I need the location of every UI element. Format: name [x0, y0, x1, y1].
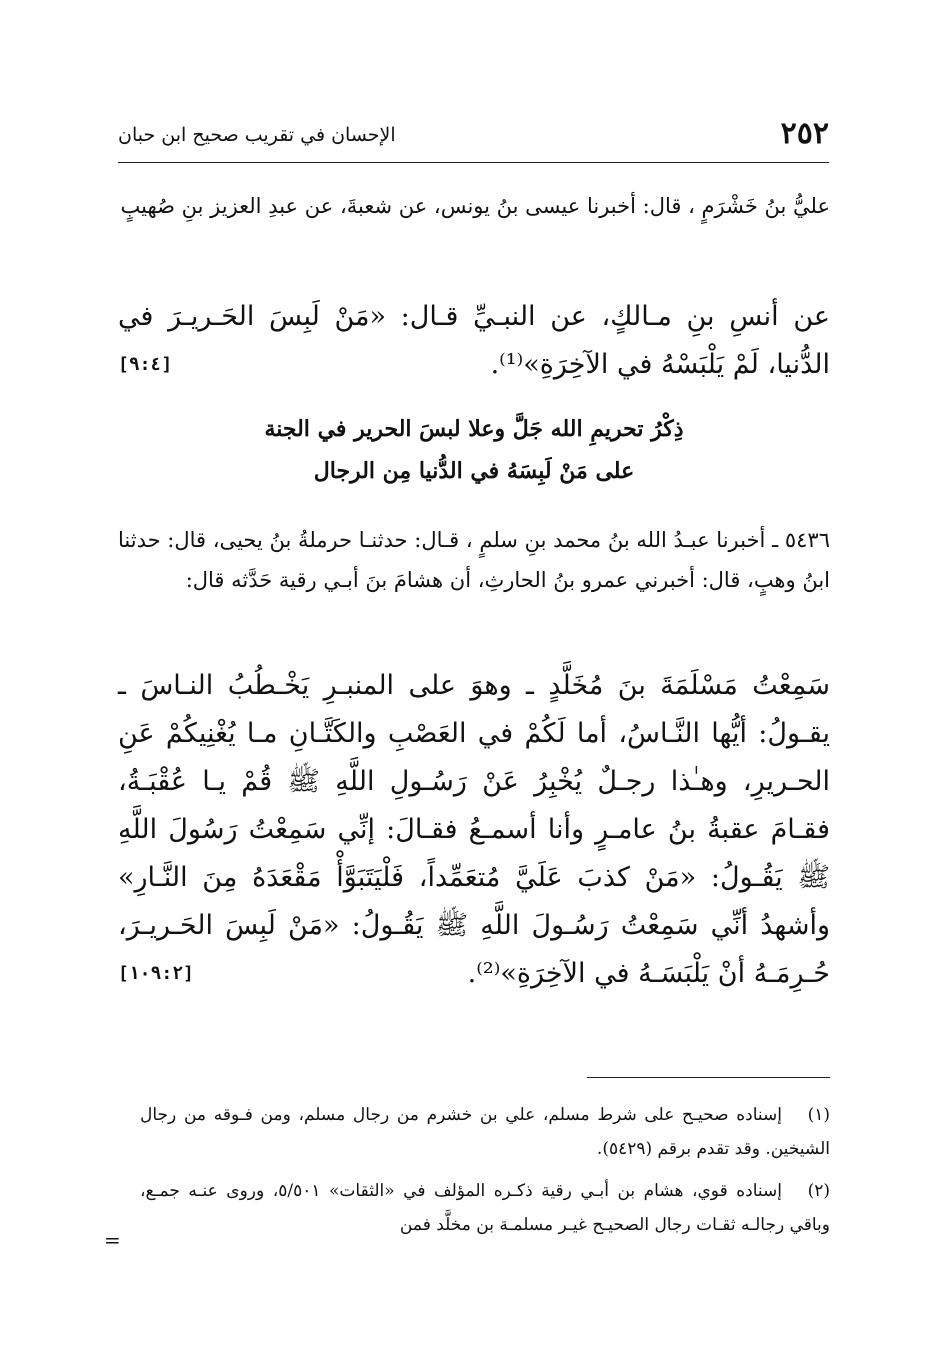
chapter-heading-line-1: ذِكْرُ تحريمِ الله جَلَّ وعلا لبسَ الحرير في الجنة: [264, 416, 684, 442]
hadith-2-body: سَمِعْتُ مَسْلَمَةَ بنَ مُخَلَّدٍ ـ وهوَ على المنبـرِ يَخْـطُبُ النـاسَ ـ يقـولُ: أيُّها النَّـاسُ، أما لَكُمْ في العَصْبِ والكَتَّـانِ مـا يُغْنِيكُمْ عَنِ الحـريرِ، وهـٰذا رجـلٌ يُخْبِرُ عَنْ رَسُـولِ اللَّهِ ﷺ قُمْ يـا عُقْبَـةُ، فقـامَ عقبةُ بنُ عامـرٍ وأنا أسمـعُ فقـالَ: إنِّي سَمِعْتُ رَسُولَ اللَّهِ ﷺ يَقُـولُ: «مَنْ كذبَ عَلَيَّ مُتعَمِّداً، فَلْيَتَبَوَّأْ مَقْعَدَهُ مِنَ النَّـارِ» وأشهدُ أنِّي سَمِعْتُ رَسُـولَ اللَّهِ ﷺ يَقُـولُ: «مَنْ لَبِسَ الحَـريـرَ، حُـرِمَـهُ أنْ يَلْبَسَـهُ في الآخِرَةِ»⁽²⁾.: [118, 670, 830, 989]
page-number: ٢٥٢: [780, 116, 829, 151]
footnote-2: [140, 1174, 830, 1242]
page-header: [118, 110, 829, 163]
running-title: الإحسان في تقريب صحيح ابن حبان: [118, 124, 396, 146]
footnote-1-marker: (١): [807, 1105, 830, 1125]
continuation-mark: =: [104, 1228, 121, 1252]
hadith-1-text: [118, 293, 830, 389]
footnote-divider: [587, 1077, 830, 1078]
hadith-1-chain: عليُّ بنُ خَشْرَمٍ ، قال: أخبرنا عيسى بنُ يونس، عن شعبةَ، عن عبدِ العزيز بنِ صُهيبٍ: [120, 194, 830, 218]
hadith-1-body: عن أنسِ بنِ مـالكٍ، عن النبـيِّ قـال: «مَنْ لَبِسَ الحَـريـرَ في الدُّنيا، لَمْ يَلْبَسْهُ في الآخِرَةِ»⁽¹⁾.: [118, 301, 830, 380]
footnote-2-text: إسناده قوي، هشام بن أبـي رقية ذكـره المؤلف في «الثقات» ٥/٥٠١، وروى عنـه جمـع، وباقي رجالـه ثقـات رجال الصحيـح غيـر مسلمـة بن مخلَّد فمن: [140, 1181, 830, 1235]
hadith-2-reference: [١٠٩:٢]: [118, 963, 194, 984]
hadith-2-chain: ٥٤٣٦ ـ أخبرنا عبـدُ الله بنُ محمد بنِ سلمٍ ، قـال: حدثنـا حرملةُ بنُ يحيى، قال: حدثنا ابنُ وهبٍ، قال: أخبرني عمرو بنُ الحارثِ، أن هشامَ بنَ أبـي رقية حَدَّثه قال:: [118, 528, 830, 592]
chapter-heading: [118, 408, 830, 492]
chapter-heading-line-2: على مَنْ لَبِسَهُ في الدُّنيا مِن الرجال: [313, 458, 635, 484]
hadith-1-reference: [٩:٤]: [118, 354, 173, 375]
footnote-1: [140, 1098, 830, 1166]
hadith-2-text: [118, 662, 830, 998]
footnote-1-text: إسناده صحيـح على شرط مسلم، علي بن خشرم من رجال مسلم، ومن فـوقه من رجال الشيخين. وقد تقدم برقم (٥٤٢٩).: [140, 1105, 830, 1159]
footnote-2-marker: (٢): [807, 1181, 830, 1201]
